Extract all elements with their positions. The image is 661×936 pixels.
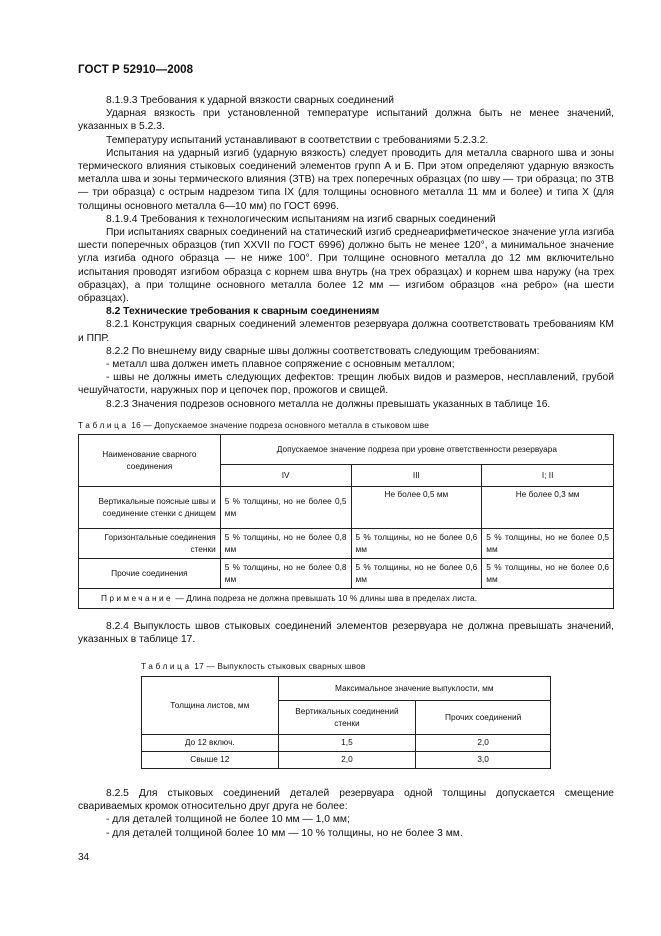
paragraph: 8.2.1 Конструкция сварных соединений элементов резервуара должна соответствовать требованиям КМ и ППР. [78,319,614,344]
list-item: - швы не должны иметь следующих дефектов: трещин любых видов и размеров, несплавлений, грубой чешуйчатости, наружных пор и цепочек пор, прожогов и свищей. [78,372,614,397]
table-16 [78,434,614,609]
table16-caption-word: Таблица [78,420,129,430]
table16-cell-name: Вертикальные поясные швы и соединение стенки с днищем [79,487,221,529]
clause-8-1-9-3-title: 8.1.9.3 Требования к ударной вязкости сварных соединений [106,95,395,106]
table16-cell: 5 % толщины, но не более 0,6 мм [351,559,482,589]
table16-cell: 5 % толщины, но не более 0,5 мм [482,529,614,559]
table16-header-level: III [351,465,482,487]
table16-cell: 5 % толщины, но не более 0,8 мм [220,529,351,559]
table16-note-text: — Длина подреза не должна превышать 10 % длины шва в пределах листа. [175,592,478,603]
table-row [142,752,551,769]
table17-cell: Свыше 12 [142,752,279,769]
paragraph: Ударная вязкость при установленной температуре испытаний должна быть не менее значений, указанных в 5.2.3. [78,108,614,133]
table-row [142,735,551,752]
table16-header-group: Допускаемое значение подреза при уровне ответственности резервуара [220,435,613,465]
table16-cell: Не более 0,5 мм [351,487,482,529]
table16-caption-text: 16 — Допускаемое значение подреза основного металла в стыковом шве [131,420,430,430]
clause-8-1-9-4-title: 8.1.9.4 Требования к технологическим испытаниям на изгиб сварных соединений [106,213,496,225]
table17-header-thickness: Толщина листов, мм [142,677,279,735]
table16-cell: 5 % толщины, но не более 0,5 мм [220,487,351,529]
table16-cell: 5 % толщины, но не более 0,6 мм [482,559,614,589]
table-17 [141,676,551,769]
table-row [79,529,614,559]
paragraph: Температуру испытаний устанавливают в соответствии с требованиями 5.2.3.2. [106,134,489,146]
list-item: - для деталей толщиной более 10 мм — 10 % толщины, но не более 3 мм. [106,827,463,839]
body-text [78,94,614,411]
table17-caption [141,661,366,671]
table17-cell: До 12 включ. [142,735,279,752]
table16-note [79,589,614,609]
table17-header-other: Прочих соединений [416,701,551,735]
table17-cell: 3,0 [416,752,551,769]
table17-cell: 1,5 [278,735,416,752]
table-row [79,559,614,589]
table16-cell-name: Прочие соединения [79,559,221,589]
table17-cell: 2,0 [416,735,551,752]
paragraph: 8.2.5 Для стыковых соединений деталей резервуара одной толщины допускается смещение свариваемых кромок относительно друг друга не более: [78,788,614,813]
table17-caption-word: Таблица [141,661,192,671]
table17-cell: 2,0 [278,752,416,769]
clause-8-2-5 [78,787,614,840]
table16-header-level: IV [220,465,351,487]
table17-header-vertical: Вертикальных соединений стенки [278,701,416,735]
paragraph: 8.2.2 По внешнему виду сварные швы должны соответствовать следующим требованиям: [106,345,540,357]
table16-caption [78,420,429,430]
paragraph: Испытания на ударный изгиб (ударную вязкость) следует проводить для металла сварного шва и зоны термического влияния стыковых соединений элементов групп А и Б. При этом определяют ударную вязкость металла шва и зоны термического влияния (ЗТВ) на трех поперечных образцах (по шву — три образца; по ЗТВ — три образца) с острым надрезом типа IX (для толщины основного металла 11 мм и более) и типа X (для толщины основного металла 6—10 мм) по ГОСТ 6996. [78,147,614,212]
section-8-2-heading: 8.2 Технические требования к сварным соединениям [106,306,380,318]
clause-8-2-4 [78,620,614,646]
table16-note-word: Примечание [101,592,174,603]
table16-cell: 5 % толщины, но не более 0,6 мм [351,529,482,559]
table16-header-level: I; II [482,465,614,487]
table16-cell: Не более 0,3 мм [482,487,614,529]
table16-cell: 5 % толщины, но не более 0,8 мм [220,559,351,589]
paragraph: При испытаниях сварных соединений на статический изгиб среднеарифметическое значение угла изгиба шести поперечных образцов (тип XXVII по ГОСТ 6996) должно быть не менее 120°, а минимальное значение угла изгиба одного образца — не ниже 100°. При толщине основного металла до 12 мм включительно испытания проводят изгибом образца с корнем шва внутрь (на трех образцах) и корнем шва наружу (на трех образцах), а при толщине основного металла более 12 мм — изгибом образцов «на ребро» (на шести образцах). [78,227,614,305]
list-item: - металл шва должен иметь плавное сопряжение с основным металлом; [106,359,455,371]
table17-header-group: Максимальное значение выпуклости, мм [278,677,550,701]
table16-note-row [79,589,614,609]
table-row [79,487,614,529]
table16-header-name: Наименование сварного соединения [79,435,221,487]
list-item: - для деталей толщиной не более 10 мм — 1,0 мм; [106,814,350,826]
paragraph: 8.2.4 Выпуклость швов стыковых соединений элементов резервуара не должна превышать значений, указанных в таблице 17. [78,621,614,646]
table17-caption-text: 17 — Выпуклость стыковых сварных швов [194,661,366,671]
page-number: 34 [78,852,90,863]
paragraph: 8.2.3 Значения подрезов основного металла не должны превышать указанных в таблице 16. [106,398,551,410]
document-header: ГОСТ Р 52910—2008 [78,64,194,76]
table16-cell-name: Горизонтальные соединения стенки [79,529,221,559]
